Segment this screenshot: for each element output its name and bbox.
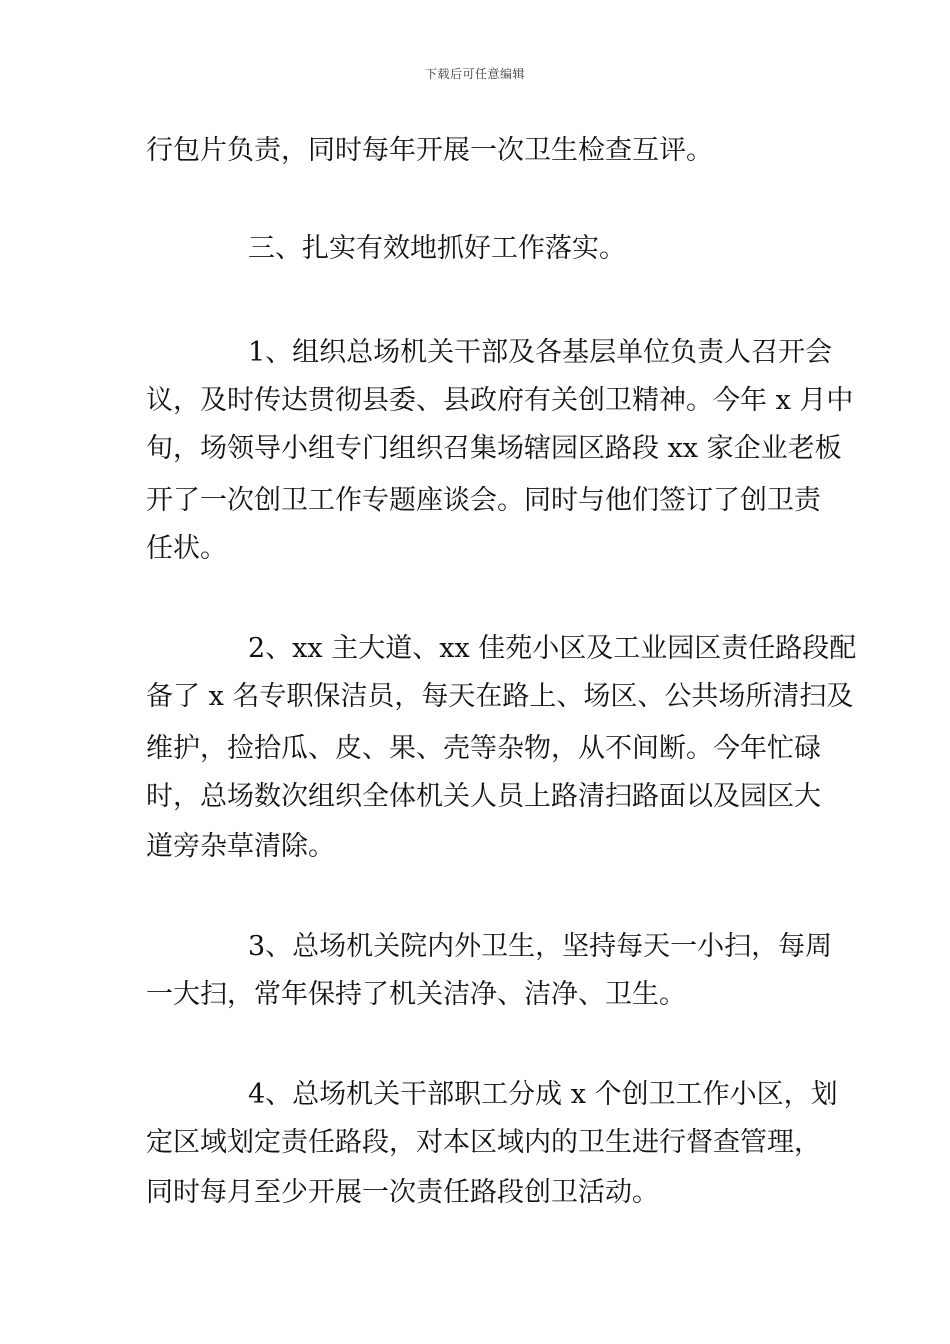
item-1-line-2: 议，及时传达贯彻县委、县政府有关创卫精神。今年 x 月中	[146, 385, 854, 416]
continuation-line: 行包片负责，同时每年开展一次卫生检查互评。	[146, 135, 713, 166]
item-1-line-5: 任状。	[146, 533, 227, 564]
item-1-line-1: 1、组织总场机关干部及各基层单位负责人召开会	[248, 337, 833, 368]
item-4-line-3: 同时每月至少开展一次责任路段创卫活动。	[146, 1177, 659, 1208]
item-4-line-2: 定区域划定责任路段，对本区域内的卫生进行督查管理，	[146, 1127, 821, 1158]
section-heading: 三、扎实有效地抓好工作落实。	[248, 233, 626, 264]
item-1-line-4: 开了一次创卫工作专题座谈会。同时与他们签订了创卫责	[146, 485, 821, 516]
item-3-line-1: 3、总场机关院内外卫生，坚持每天一小扫，每周	[248, 931, 833, 962]
item-2-line-2: 备了 x 名专职保洁员，每天在路上、场区、公共场所清扫及	[146, 681, 854, 712]
page-header: 下载后可任意编辑	[424, 67, 525, 81]
item-4-line-1: 4、总场机关干部职工分成 x 个创卫工作小区，划	[248, 1079, 838, 1110]
item-3-line-2: 一大扫，常年保持了机关洁净、洁净、卫生。	[146, 979, 686, 1010]
item-2-line-1: 2、xx 主大道、xx 佳苑小区及工业园区责任路段配	[248, 633, 857, 664]
item-1-line-3: 旬，场领导小组专门组织召集场辖园区路段 xx 家企业老板	[146, 433, 842, 464]
item-2-line-5: 道旁杂草清除。	[146, 831, 335, 862]
item-2-line-3: 维护，捡拾瓜、皮、果、壳等杂物，从不间断。今年忙碌	[146, 733, 821, 764]
item-2-line-4: 时，总场数次组织全体机关人员上路清扫路面以及园区大	[146, 781, 821, 812]
